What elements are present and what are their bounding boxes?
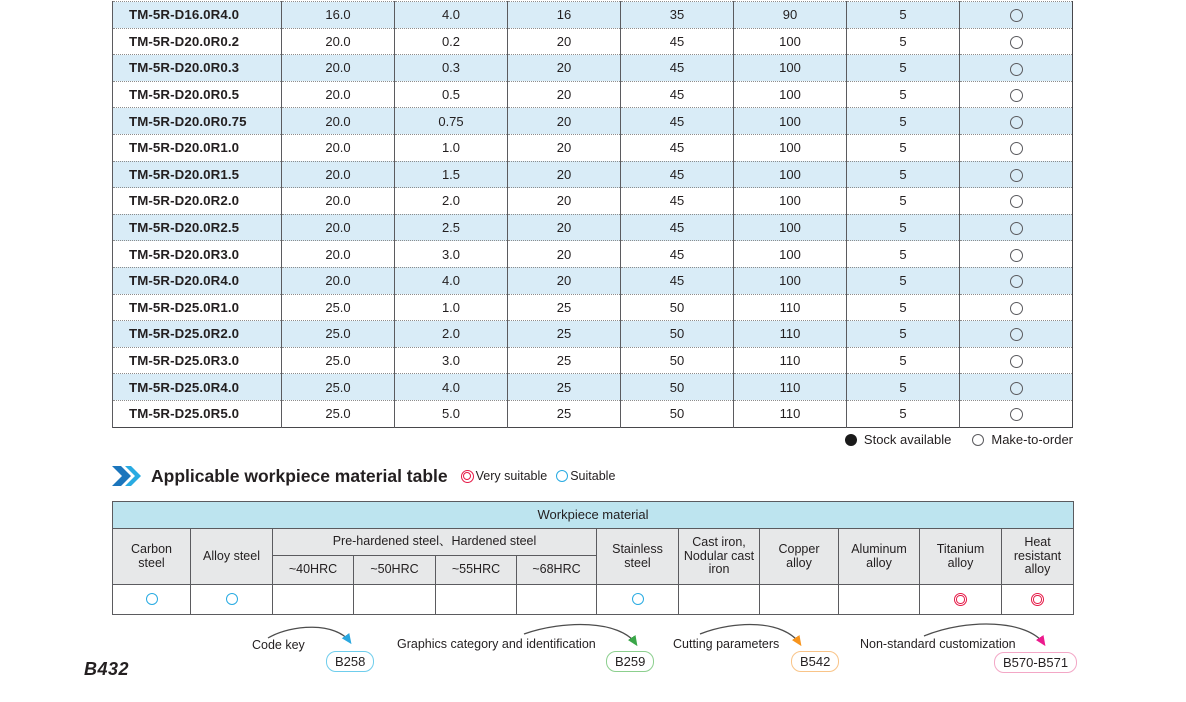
make-to-order-icon [1010, 169, 1023, 182]
suitability-cell [760, 585, 839, 615]
stock-cell [960, 81, 1073, 108]
value-cell: 50 [621, 347, 734, 374]
value-cell: 20 [508, 55, 621, 82]
curved-arrow-icon [696, 618, 812, 654]
make-to-order-icon [1010, 355, 1023, 368]
value-cell: 5 [847, 188, 960, 215]
stock-cell [960, 321, 1073, 348]
spec-row [113, 241, 1073, 268]
graphics-category-label: Graphics category and identification [397, 637, 596, 651]
value-cell: 45 [621, 267, 734, 294]
model-cell: TM-5R-D20.0R1.0 [113, 134, 282, 161]
model-cell: TM-5R-D25.0R4.0 [113, 374, 282, 401]
suitability-cell [354, 585, 436, 615]
suitability-legend [461, 469, 616, 483]
section-title: Applicable workpiece material table [151, 465, 448, 486]
value-cell: 5 [847, 55, 960, 82]
suitability-cell [1002, 585, 1074, 615]
make-to-order-icon [1010, 36, 1023, 49]
value-cell: 45 [621, 55, 734, 82]
make-to-order-icon [1010, 275, 1023, 288]
value-cell: 20.0 [282, 161, 395, 188]
value-cell: 4.0 [395, 267, 508, 294]
value-cell: 20 [508, 267, 621, 294]
value-cell: 20.0 [282, 28, 395, 55]
model-cell: TM-5R-D20.0R0.5 [113, 81, 282, 108]
value-cell: 20.0 [282, 188, 395, 215]
suitable-icon [146, 593, 158, 605]
value-cell: 25.0 [282, 321, 395, 348]
page-ref-badge-b259[interactable]: B259 [606, 651, 654, 672]
stock-cell [960, 134, 1073, 161]
non-standard-customization-label: Non-standard customization [860, 637, 1016, 651]
stock-cell [960, 108, 1073, 135]
stock-available-label: Stock available [863, 432, 952, 447]
value-cell: 0.3 [395, 55, 508, 82]
suitable-icon [226, 593, 238, 605]
value-cell: 100 [734, 214, 847, 241]
material-header-heat-resistant-alloy: Heat resistant alloy [1002, 529, 1074, 585]
very-suitable-icon [954, 593, 967, 606]
value-cell: 20 [508, 134, 621, 161]
material-header-copper-alloy: Copper alloy [760, 529, 839, 585]
stock-cell [960, 2, 1073, 29]
value-cell: 25.0 [282, 400, 395, 427]
material-header-50hrc: ~50HRC [354, 556, 436, 585]
suitability-cell [597, 585, 679, 615]
model-cell: TM-5R-D20.0R2.5 [113, 214, 282, 241]
value-cell: 20 [508, 188, 621, 215]
make-to-order-icon [1010, 222, 1023, 235]
stock-cell [960, 267, 1073, 294]
spec-row [113, 267, 1073, 294]
make-to-order-label: Make-to-order [991, 432, 1073, 447]
suitable-label: Suitable [570, 469, 616, 483]
value-cell: 25 [508, 294, 621, 321]
value-cell: 0.5 [395, 81, 508, 108]
make-to-order-icon [1010, 328, 1023, 341]
spec-row [113, 214, 1073, 241]
material-header-titanium-alloy: Titanium alloy [920, 529, 1002, 585]
value-cell: 50 [621, 374, 734, 401]
value-cell: 16.0 [282, 2, 395, 29]
value-cell: 45 [621, 134, 734, 161]
suitability-cell [191, 585, 273, 615]
value-cell: 110 [734, 374, 847, 401]
value-cell: 4.0 [395, 2, 508, 29]
model-cell: TM-5R-D25.0R2.0 [113, 321, 282, 348]
stock-cell [960, 374, 1073, 401]
value-cell: 20.0 [282, 134, 395, 161]
value-cell: 5 [847, 81, 960, 108]
value-cell: 20.0 [282, 55, 395, 82]
model-cell: TM-5R-D25.0R5.0 [113, 400, 282, 427]
value-cell: 100 [734, 161, 847, 188]
stock-cell [960, 347, 1073, 374]
spec-row [113, 108, 1073, 135]
value-cell: 45 [621, 241, 734, 268]
value-cell: 5 [847, 108, 960, 135]
material-header-aluminum-alloy: Aluminum alloy [839, 529, 920, 585]
material-header-40hrc: ~40HRC [273, 556, 354, 585]
spec-row [113, 321, 1073, 348]
value-cell: 25.0 [282, 347, 395, 374]
value-cell: 100 [734, 28, 847, 55]
value-cell: 100 [734, 267, 847, 294]
stock-available-icon [845, 434, 857, 446]
model-cell: TM-5R-D20.0R0.3 [113, 55, 282, 82]
value-cell: 5 [847, 241, 960, 268]
material-header-cast-iron: Cast iron, Nodular cast iron [679, 529, 760, 585]
model-cell: TM-5R-D20.0R0.75 [113, 108, 282, 135]
make-to-order-icon [1010, 302, 1023, 315]
value-cell: 20 [508, 81, 621, 108]
model-cell: TM-5R-D20.0R4.0 [113, 267, 282, 294]
value-cell: 50 [621, 400, 734, 427]
model-cell: TM-5R-D16.0R4.0 [113, 2, 282, 29]
model-cell: TM-5R-D20.0R0.2 [113, 28, 282, 55]
very-suitable-icon [1031, 593, 1044, 606]
value-cell: 100 [734, 108, 847, 135]
spec-row [113, 400, 1073, 427]
workpiece-material-table [112, 501, 1074, 615]
value-cell: 0.75 [395, 108, 508, 135]
value-cell: 5 [847, 161, 960, 188]
value-cell: 100 [734, 81, 847, 108]
value-cell: 5 [847, 400, 960, 427]
suitability-row [113, 585, 1074, 615]
model-cell: TM-5R-D20.0R1.5 [113, 161, 282, 188]
value-cell: 25 [508, 347, 621, 374]
value-cell: 110 [734, 400, 847, 427]
value-cell: 20 [508, 108, 621, 135]
code-key-label: Code key [252, 638, 305, 652]
suitability-cell [920, 585, 1002, 615]
model-cell: TM-5R-D20.0R3.0 [113, 241, 282, 268]
spec-table-body [113, 2, 1073, 428]
value-cell: 20 [508, 161, 621, 188]
value-cell: 5 [847, 134, 960, 161]
material-header-alloy-steel: Alloy steel [191, 529, 273, 585]
value-cell: 2.0 [395, 321, 508, 348]
value-cell: 110 [734, 294, 847, 321]
make-to-order-icon [1010, 63, 1023, 76]
stock-cell [960, 400, 1073, 427]
stock-cell [960, 241, 1073, 268]
value-cell: 5 [847, 374, 960, 401]
stock-cell [960, 294, 1073, 321]
stock-cell [960, 214, 1073, 241]
make-to-order-icon [1010, 249, 1023, 262]
material-section-heading [112, 465, 615, 487]
value-cell: 3.0 [395, 241, 508, 268]
page-ref-badge-b258[interactable]: B258 [326, 651, 374, 672]
value-cell: 25.0 [282, 294, 395, 321]
spec-row [113, 134, 1073, 161]
value-cell: 25 [508, 321, 621, 348]
value-cell: 50 [621, 321, 734, 348]
value-cell: 110 [734, 347, 847, 374]
make-to-order-icon [972, 434, 984, 446]
suitability-cell [517, 585, 597, 615]
value-cell: 20.0 [282, 81, 395, 108]
value-cell: 110 [734, 321, 847, 348]
value-cell: 5 [847, 347, 960, 374]
very-suitable-icon [461, 470, 474, 483]
make-to-order-icon [1010, 89, 1023, 102]
value-cell: 20.0 [282, 267, 395, 294]
model-cell: TM-5R-D25.0R3.0 [113, 347, 282, 374]
value-cell: 2.5 [395, 214, 508, 241]
model-cell: TM-5R-D20.0R2.0 [113, 188, 282, 215]
spec-row [113, 2, 1073, 29]
value-cell: 100 [734, 188, 847, 215]
spec-row [113, 374, 1073, 401]
value-cell: 5.0 [395, 400, 508, 427]
value-cell: 100 [734, 241, 847, 268]
material-header-stainless-steel: Stainless steel [597, 529, 679, 585]
value-cell: 2.0 [395, 188, 508, 215]
value-cell: 5 [847, 294, 960, 321]
value-cell: 16 [508, 2, 621, 29]
curved-arrow-icon [264, 620, 360, 654]
stock-cell [960, 55, 1073, 82]
value-cell: 5 [847, 2, 960, 29]
value-cell: 45 [621, 108, 734, 135]
value-cell: 45 [621, 188, 734, 215]
value-cell: 5 [847, 321, 960, 348]
spec-row [113, 294, 1073, 321]
curved-arrow-icon [920, 616, 1054, 654]
workpiece-material-title: Workpiece material [113, 502, 1074, 529]
value-cell: 100 [734, 134, 847, 161]
value-cell: 5 [847, 214, 960, 241]
value-cell: 90 [734, 2, 847, 29]
suitable-icon [556, 470, 568, 482]
spec-row [113, 81, 1073, 108]
value-cell: 20.0 [282, 108, 395, 135]
very-suitable-label: Very suitable [475, 469, 548, 483]
spec-table [112, 1, 1073, 428]
value-cell: 1.0 [395, 134, 508, 161]
value-cell: 25 [508, 374, 621, 401]
spec-row [113, 161, 1073, 188]
material-header-carbon-steel: Carbon steel [113, 529, 191, 585]
value-cell: 35 [621, 2, 734, 29]
spec-row [113, 188, 1073, 215]
value-cell: 20 [508, 214, 621, 241]
stock-cell [960, 188, 1073, 215]
suitability-cell [113, 585, 191, 615]
suitability-cell [436, 585, 517, 615]
value-cell: 0.2 [395, 28, 508, 55]
make-to-order-icon [1010, 142, 1023, 155]
page-ref-badge-b542[interactable]: B542 [791, 651, 839, 672]
page-number: B432 [84, 659, 130, 679]
stock-legend [112, 432, 1073, 447]
value-cell: 20 [508, 241, 621, 268]
value-cell: 5 [847, 267, 960, 294]
value-cell: 45 [621, 81, 734, 108]
value-cell: 5 [847, 28, 960, 55]
value-cell: 45 [621, 214, 734, 241]
suitable-icon [632, 593, 644, 605]
suitability-cell [273, 585, 354, 615]
value-cell: 100 [734, 55, 847, 82]
make-to-order-icon [1010, 382, 1023, 395]
value-cell: 25.0 [282, 374, 395, 401]
value-cell: 1.5 [395, 161, 508, 188]
value-cell: 20.0 [282, 214, 395, 241]
make-to-order-icon [1010, 116, 1023, 129]
double-chevron-icon [112, 465, 142, 487]
stock-cell [960, 28, 1073, 55]
value-cell: 4.0 [395, 374, 508, 401]
value-cell: 20 [508, 28, 621, 55]
value-cell: 1.0 [395, 294, 508, 321]
value-cell: 50 [621, 294, 734, 321]
cutting-parameters-label: Cutting parameters [673, 637, 780, 651]
spec-row [113, 347, 1073, 374]
make-to-order-icon [1010, 408, 1023, 421]
curved-arrow-icon [520, 618, 646, 654]
material-header-68hrc: ~68HRC [517, 556, 597, 585]
material-header-55hrc: ~55HRC [436, 556, 517, 585]
spec-row [113, 55, 1073, 82]
make-to-order-icon [1010, 195, 1023, 208]
page-ref-badge-b570-b571[interactable]: B570-B571 [994, 652, 1077, 673]
suitability-cell [839, 585, 920, 615]
make-to-order-icon [1010, 9, 1023, 22]
value-cell: 25 [508, 400, 621, 427]
value-cell: 45 [621, 161, 734, 188]
stock-cell [960, 161, 1073, 188]
material-group-header: Pre-hardened steel、Hardened steel [273, 529, 597, 556]
value-cell: 20.0 [282, 241, 395, 268]
value-cell: 45 [621, 28, 734, 55]
value-cell: 3.0 [395, 347, 508, 374]
model-cell: TM-5R-D25.0R1.0 [113, 294, 282, 321]
suitability-cell [679, 585, 760, 615]
spec-row [113, 28, 1073, 55]
